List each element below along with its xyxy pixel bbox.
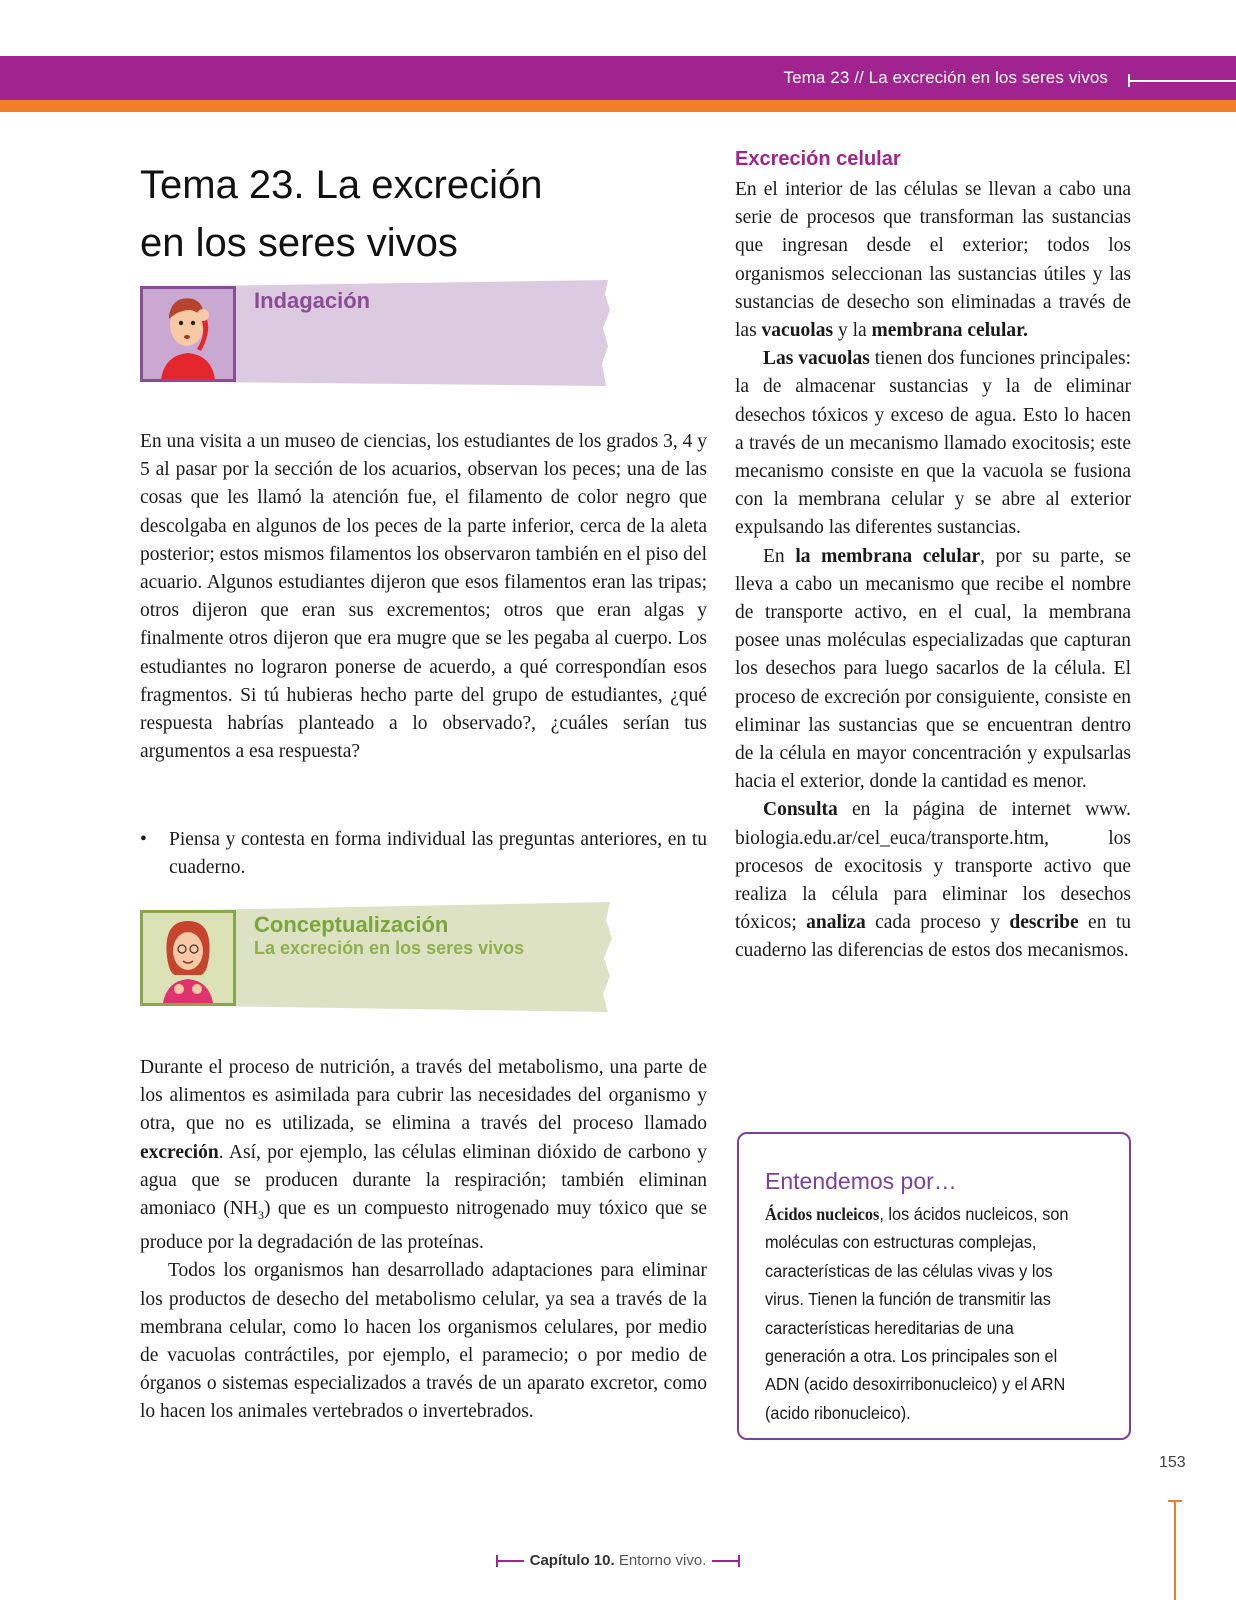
right-p3-text: En — [763, 545, 796, 567]
right-p4-text-2: cada proceso y — [865, 912, 1010, 934]
right-p4-bold-analiza: analiza — [806, 912, 866, 934]
conceptualizacion-subtitle: La excreción en los seres vivos — [254, 938, 525, 958]
right-p4-bold-describe: describe — [1009, 912, 1079, 934]
indagacion-banner — [140, 280, 620, 390]
footer-rule-right — [712, 1560, 740, 1562]
conceptualizacion-banner — [140, 902, 620, 1012]
concept-paragraph-2: Todos los organismos han desarrollado adaptaciones para eliminar los productos de desecho del metabolismo celular, ya sea a través de la membrana celular, como lo hacen los organismos celulares, por medio de vacuolas contráctiles, por ejemplo, el paramecio; o por medio de órganos o sistemas especializados a través de un aparato excretor, como lo hacen los animales vertebrados o invertebrados. — [140, 1260, 707, 1423]
conceptualizacion-text — [140, 1054, 707, 1427]
right-p3-text-2: , por su parte, se lleva a cabo un mecanismo que recibe el nombre de transporte activo, en el cual, la membrana posee unas moléculas especializadas que capturan los desechos para luego sacarlos de la célula. El proceso de excreción por consiguiente, consiste en eliminar las sustancias que se encuentran dentro de la célula en mayor concentración y expulsarlas hacia el exterior, donde la cantidad es menor. — [735, 545, 1131, 793]
right-p1-text: En el interior de las células se llevan a cabo una serie de procesos que transforman las sustancias que ingresan desde el exterior; todos los organismos seleccionan las sustancias útiles y las sustancias de desecho son eliminadas a través de las — [735, 179, 1131, 342]
excrecion-celular-heading: Excreción celular — [735, 148, 901, 170]
header-rule — [1128, 80, 1236, 82]
bullet-text: Piensa y contesta en forma individual las preguntas anteriores, en tu cuaderno. — [169, 829, 707, 879]
concept-p1-text: Durante el proceso de nutrición, a través del metabolismo, una parte de los alimentos es asimilada para cubrir las necesidades del organismo y otra, que no es utilizada, se elimina a través del proceso llamado — [140, 1057, 707, 1135]
right-p4-text: en la página de internet www. biologia.edu.ar/cel_euca/transporte.htm, los procesos de exocitosis y transporte activo que realiza la célula para eliminar los desechos tóxicos; — [735, 799, 1131, 934]
page-title-line2: en los seres vivos — [140, 221, 458, 265]
concept-paragraph-1 — [140, 1054, 707, 1257]
running-title: Tema 23 // La excreción en los seres vivos — [783, 68, 1108, 87]
definition-term: Ácidos nucleicos — [765, 1204, 880, 1224]
page-rule — [1174, 1500, 1176, 1600]
indagacion-text — [140, 428, 707, 766]
right-paragraph-3 — [735, 543, 1131, 797]
footer-rule-left — [496, 1560, 524, 1562]
boy-thinking-icon — [143, 289, 233, 379]
right-p1-bold-membrana: membrana celular. — [871, 320, 1028, 342]
page-title-line1: Tema 23. La excreción — [140, 163, 543, 207]
concept-p1-bold: excreción — [140, 1141, 219, 1163]
definition-text — [765, 1200, 1081, 1427]
right-column-text — [735, 176, 1131, 966]
right-paragraph-4 — [735, 796, 1131, 965]
right-paragraph-1 — [735, 176, 1131, 345]
right-p2-text: tienen dos funciones principales: la de almacenar sustancias y la de eliminar desechos tóxicos y exceso de agua. Esto lo hacen a través de un mecanismo llamado exocitosis; este mecanismo consiste en que la vacuola se fusiona con la membrana celular y se abre al exterior expulsando las diferentes sustancias. — [735, 348, 1131, 539]
page-number: 153 — [1159, 1454, 1186, 1471]
definition-box — [737, 1132, 1131, 1440]
concept-p1-text-2: . Así, por ejemplo, las células eliminan dióxido de carbono y agua que se producen durante la respiración; también eliminan amoniaco (NH — [140, 1141, 707, 1220]
definition-title: Entendemos por… — [765, 1168, 957, 1194]
right-p1-bold-vacuolas: vacuolas — [761, 320, 834, 342]
indagacion-frame — [140, 286, 236, 382]
right-p1-text-2: y la — [833, 320, 872, 342]
bullet-item — [140, 826, 707, 882]
header-orange-stripe — [0, 100, 1236, 112]
indagacion-title: Indagación — [254, 288, 371, 313]
conceptualizacion-frame — [140, 910, 236, 1006]
nh3-subscript: 3 — [257, 1207, 264, 1222]
right-p4-text-3: en tu cuaderno las diferencias de estos dos mecanismos. — [735, 912, 1131, 962]
right-p3-bold: la membrana celular — [795, 545, 981, 567]
footer-chapter-name: Entorno vivo. — [618, 1552, 707, 1569]
concept-p1-text-3: ) que es un compuesto nitrogenado muy tóxico que se produce por la degradación de las proteínas. — [140, 1198, 707, 1254]
right-paragraph-2 — [735, 345, 1131, 542]
girl-explaining-icon — [143, 913, 233, 1003]
definition-body: , los ácidos nucleicos, son moléculas con estructuras complejas, características de las células vivas y los virus. Tienen la función de transmitir las características hereditarias de una generación a otra. Los principales son el ADN (acido desoxirribonucleico) y el ARN (acido ribonucleico). — [765, 1204, 1069, 1423]
footer-chapter: Capítulo 10. — [529, 1552, 615, 1569]
conceptualizacion-title: Conceptualización — [254, 912, 449, 937]
right-p4-bold-consulta: Consulta — [763, 799, 838, 821]
bullet-dot: • — [140, 829, 147, 850]
page-title — [140, 156, 700, 272]
footer — [0, 1552, 1236, 1569]
indagacion-paragraph: En una visita a un museo de ciencias, los estudiantes de los grados 3, 4 y 5 al pasar por la sección de los acuarios, observan los peces; una de las cosas que les llamó la atención fue, el filamento de color negro que descolgaba en algunos de los peces de la parte inferior, cerca de la aleta posterior; estos mismos filamentos los observaron también en el piso del acuario. Algunos estudiantes dijeron que esos filamentos eran las tripas; otros dijeron que eran sus excrementos; otros que eran algas y finalmente otros dijeron que era mugre que se les pegaba al cuerpo. Los estudiantes no lograron ponerse de acuerdo, a qué correspondían esos fragmentos. Si tú hubieras hecho parte del grupo de estudiantes, ¿qué respuesta habrías planteado a lo observado?, ¿cuáles serían tus argumentos a esa respuesta? — [140, 431, 708, 763]
right-p2-bold: Las vacuolas — [763, 348, 870, 370]
